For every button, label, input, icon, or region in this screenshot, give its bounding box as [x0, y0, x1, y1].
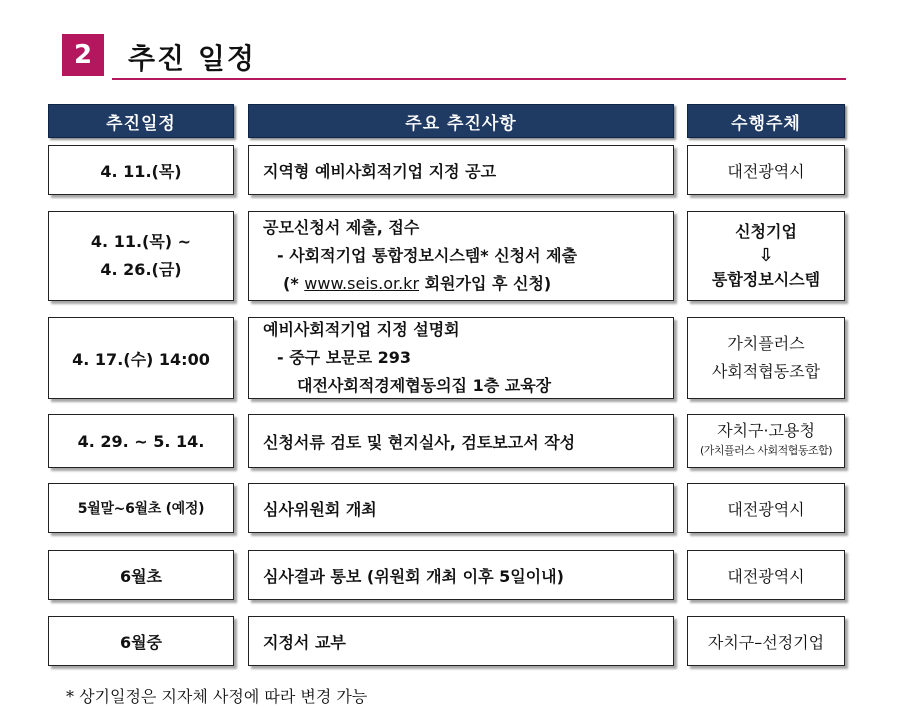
row7-agent: 자치구–선정기업 [687, 616, 845, 666]
row3-task [248, 317, 674, 399]
row3-task-venue: 대전사회적경제협동의집 1층 교육장 [297, 376, 552, 395]
row7-date: 6월중 [48, 616, 234, 666]
row6-agent: 대전광역시 [687, 550, 845, 600]
footnote: * 상기일정은 지자체 사정에 따라 변경 가능 [66, 687, 368, 706]
row2-task-note [263, 270, 577, 298]
row3-date: 4. 17.(수) 14:00 [48, 317, 234, 399]
row4-agent-line2: (가치플러스 사회적협동조합) [699, 444, 833, 457]
row3-agent-line1: 가치플러스 [727, 334, 805, 353]
row1-date: 4. 11.(목) [48, 145, 234, 195]
row4-agent-line1: 자치구·고용청 [717, 421, 815, 440]
section-title: 추진 일정 [128, 42, 256, 75]
row1-agent: 대전광역시 [687, 145, 845, 195]
row3-agent [687, 317, 845, 399]
row4-agent [687, 414, 845, 468]
header-tasks: 주요 추진사항 [248, 104, 674, 138]
row7-task: 지정서 교부 [248, 616, 674, 666]
row2-date [48, 211, 234, 301]
row4-date: 4. 29. ~ 5. 14. [48, 414, 234, 468]
header-agent: 수행주체 [687, 104, 845, 138]
row2-agent-system: 통합정보시스템 [711, 270, 821, 289]
section-number-badge: 2 [62, 34, 104, 76]
row6-task: 심사결과 통보 (위원회 개최 이후 5일이내) [248, 550, 674, 600]
row3-task-title: 예비사회적기업 지정 설명회 [263, 320, 460, 339]
row4-task: 신청서류 검토 및 현지실사, 검토보고서 작성 [248, 414, 674, 468]
row5-task: 심사위원회 개최 [248, 483, 674, 533]
row6-date: 6월초 [48, 550, 234, 600]
seis-link[interactable]: www.seis.or.kr [304, 274, 420, 293]
row2-note-suffix: 회원가입 후 신청) [424, 274, 552, 293]
section-header [62, 34, 846, 82]
row2-agent [687, 211, 845, 301]
section-divider [112, 78, 846, 80]
row1-task: 지역형 예비사회적기업 지정 공고 [248, 145, 674, 195]
row3-task-address: - 중구 보문로 293 [277, 348, 412, 367]
row5-date: 5월말~6월초 (예정) [48, 483, 234, 533]
header-schedule: 추진일정 [48, 104, 234, 138]
row2-date-start: 4. 11.(목) ~ [90, 232, 192, 251]
row2-note-prefix: (* [283, 274, 299, 293]
row3-agent-line2: 사회적협동조합 [711, 362, 821, 381]
row2-agent-applicant: 신청기업 [735, 222, 797, 241]
row5-agent: 대전광역시 [687, 483, 845, 533]
row2-task-title: 공모신청서 제출, 접수 [263, 218, 420, 237]
row2-date-end: 4. 26.(금) [100, 260, 182, 279]
row2-task-detail: - 사회적기업 통합정보시스템* 신청서 제출 [277, 246, 578, 265]
row2-task [248, 211, 674, 301]
down-arrow-icon: ⇩ [758, 245, 774, 266]
